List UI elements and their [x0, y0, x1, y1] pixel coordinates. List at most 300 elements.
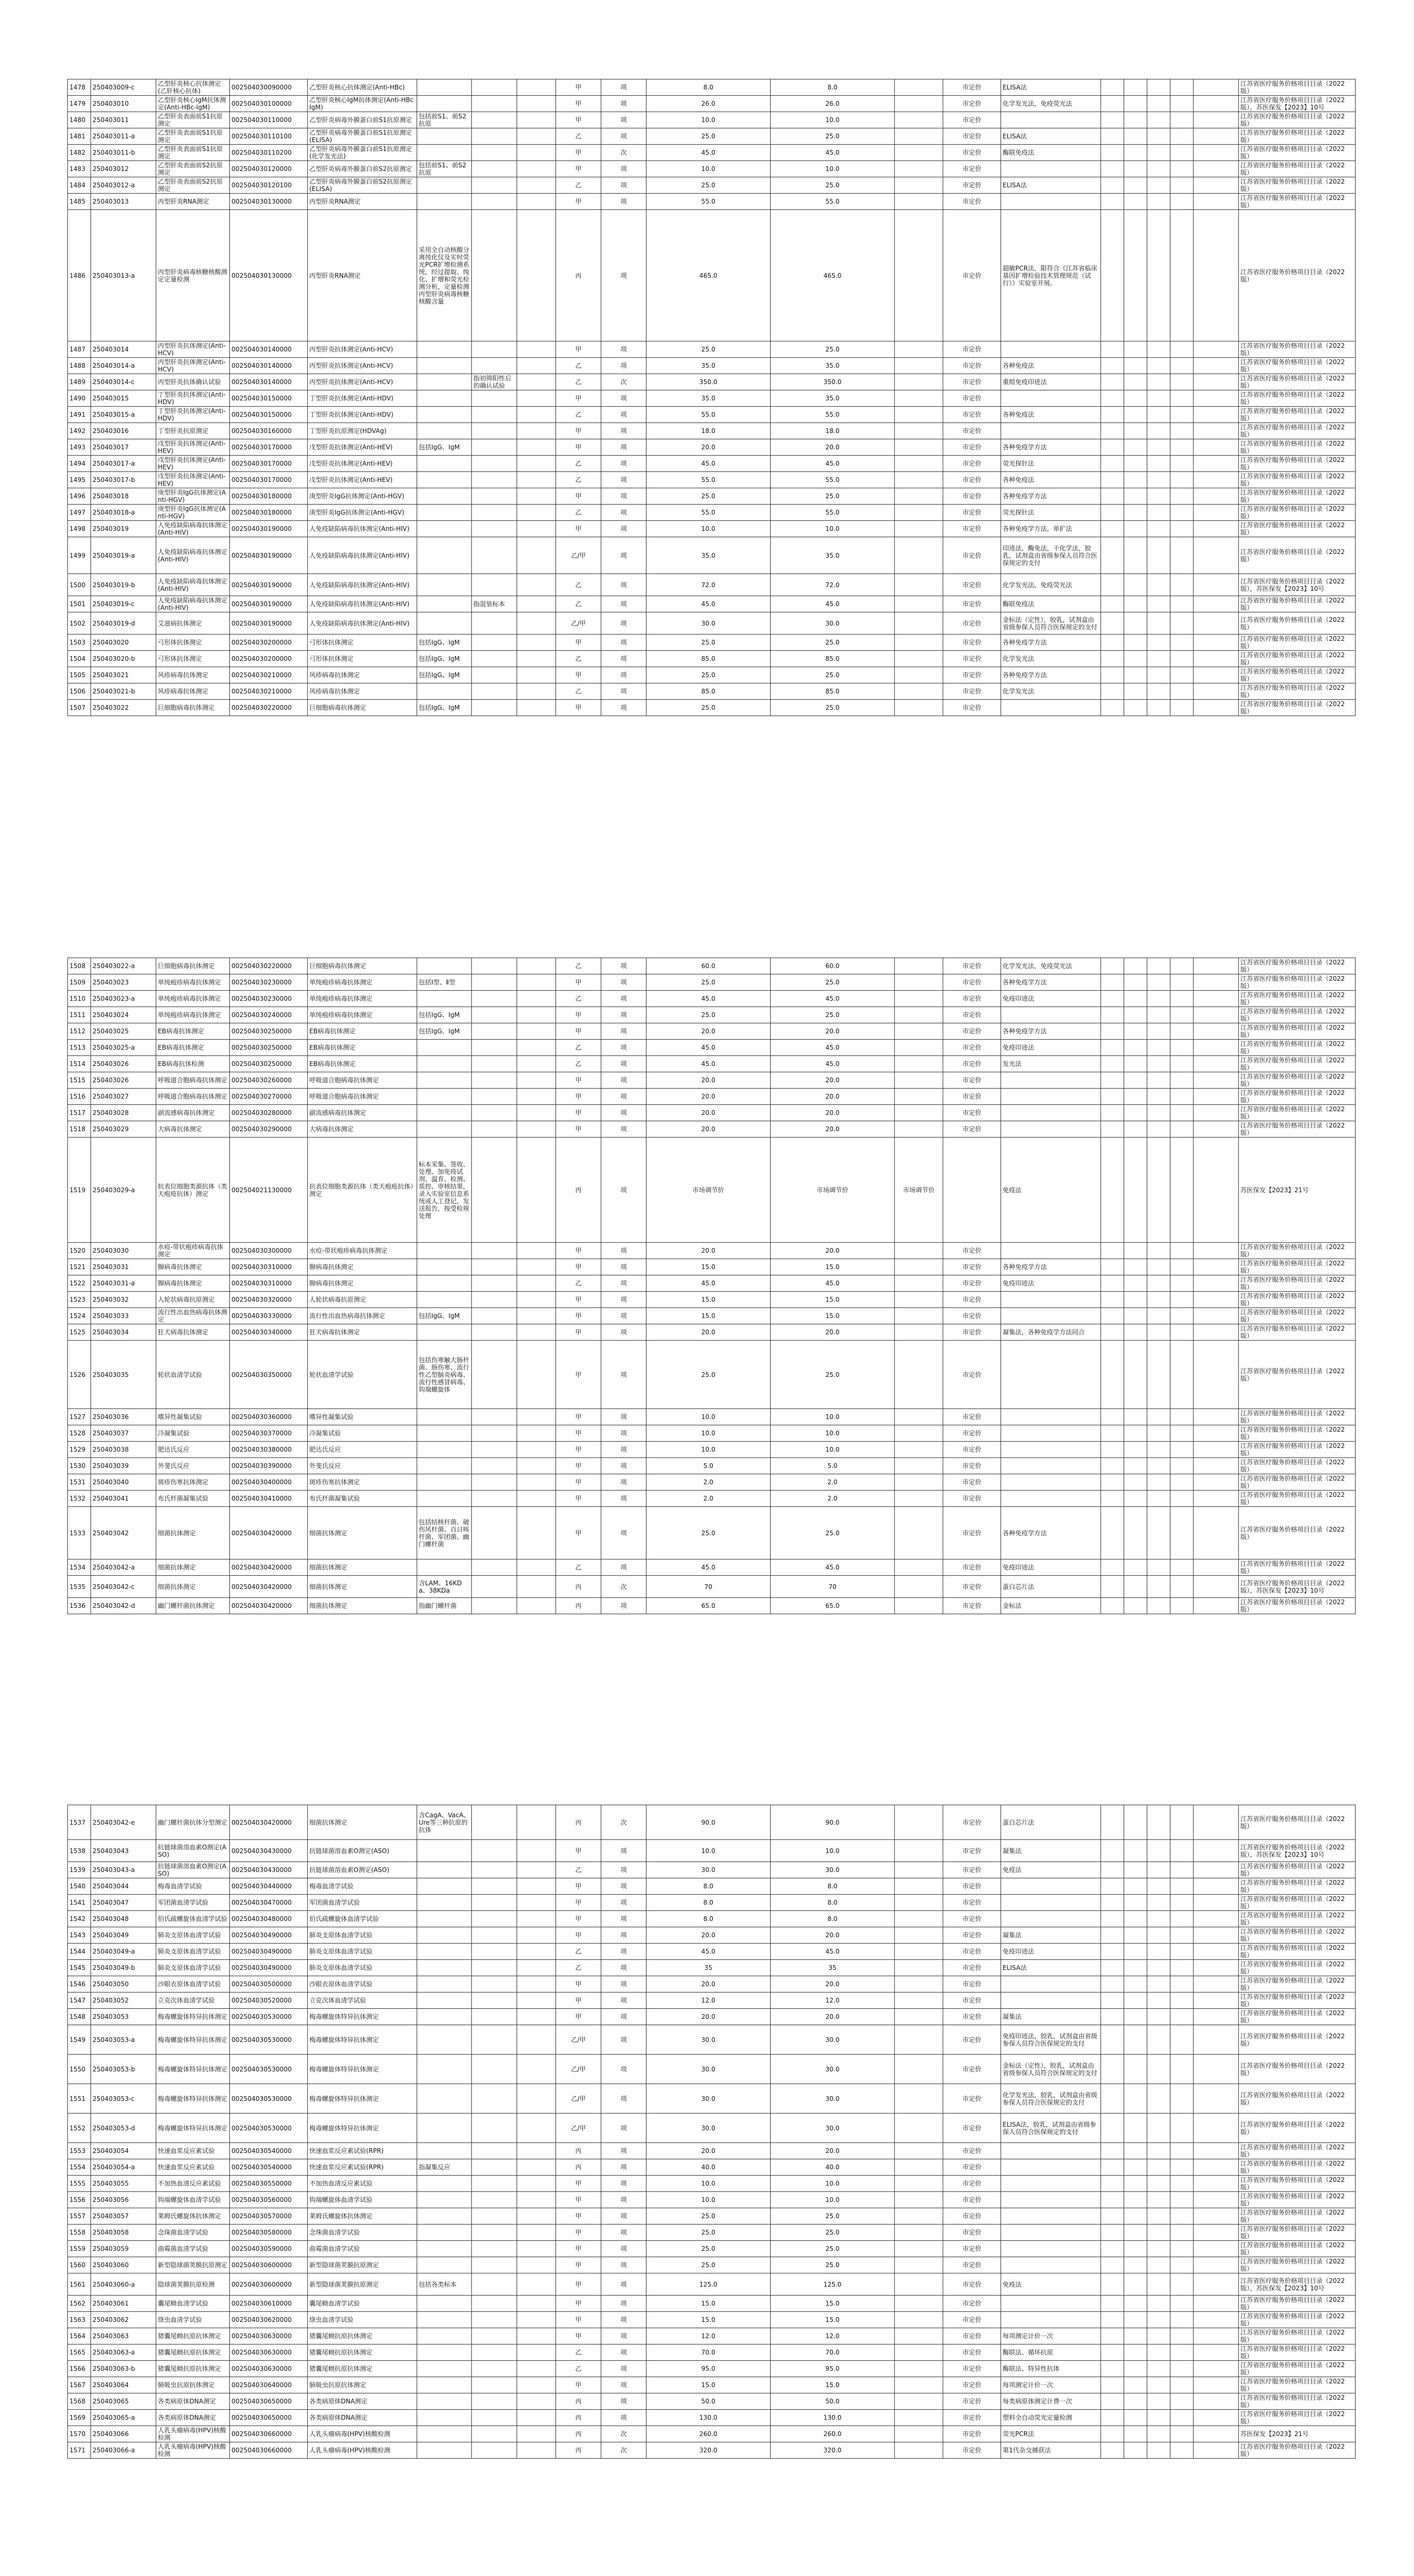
table-row — [68, 1944, 1356, 1960]
row-price-2: 465.0 — [771, 210, 895, 341]
row-extra-2 — [1124, 374, 1147, 390]
row-unit-type: 项 — [601, 2159, 647, 2176]
row-price-1: 35 — [647, 1960, 771, 1976]
row-code: 250403034 — [91, 1324, 156, 1341]
row-price-1: 45.0 — [647, 1559, 771, 1576]
row-extra-3 — [1147, 1559, 1170, 1576]
row-item: 流行性出血热病毒抗体测定 — [308, 1308, 417, 1324]
row-class: 甲 — [556, 1324, 601, 1341]
row-extra-4 — [1170, 407, 1194, 423]
row-price-type: 市定价 — [943, 1324, 1001, 1341]
row-seq: 1547 — [68, 1993, 91, 2009]
row-content — [417, 374, 472, 390]
row-extra-2 — [1124, 1341, 1147, 1409]
row-price-1: 25.0 — [647, 700, 771, 716]
row-exclude — [472, 2442, 517, 2459]
table-row — [68, 1121, 1356, 1138]
row-code: 250403048 — [91, 1911, 156, 1927]
row-class: 甲 — [556, 1840, 601, 1862]
row-exclude — [472, 1911, 517, 1927]
row-extra-2 — [1124, 2410, 1147, 2426]
row-name: 不加热血清反应素试验 — [156, 2176, 230, 2192]
row-extra-3 — [1147, 1458, 1170, 1474]
row-unit-type: 项 — [601, 1243, 647, 1259]
row-exclude — [472, 1927, 517, 1944]
row-extra-4 — [1170, 505, 1194, 521]
row-extra-4 — [1170, 1072, 1194, 1089]
row-price-1: 20.0 — [647, 1976, 771, 1993]
row-unit-type: 项 — [601, 423, 647, 439]
row-unit — [517, 2192, 556, 2208]
row-code2: 002504030250000 — [230, 1023, 308, 1040]
row-extra-5 — [1194, 2114, 1239, 2143]
row-basis: 江苏省医疗服务价格项目目录（2022版） — [1239, 341, 1356, 358]
row-price-2: 72.0 — [771, 574, 895, 596]
row-price-3 — [895, 1805, 943, 1840]
row-unit — [517, 1023, 556, 1040]
row-price-3 — [895, 537, 943, 574]
row-extra-5 — [1194, 1243, 1239, 1259]
row-price-type: 市定价 — [943, 612, 1001, 635]
row-extra-2 — [1124, 177, 1147, 194]
row-note — [1001, 1341, 1101, 1409]
row-seq: 1568 — [68, 2393, 91, 2410]
row-extra-2 — [1124, 407, 1147, 423]
row-class: 乙 — [556, 596, 601, 612]
row-note — [1001, 2208, 1101, 2225]
row-price-type: 市定价 — [943, 488, 1001, 505]
row-note: 荧光PCR法 — [1001, 2426, 1101, 2442]
row-extra-5 — [1194, 2312, 1239, 2328]
row-price-2: 20.0 — [771, 1089, 895, 1105]
row-name: 人免疫缺陷病毒抗体测定(Anti-HIV) — [156, 596, 230, 612]
row-content — [417, 2143, 472, 2159]
row-exclude — [472, 2055, 517, 2084]
row-basis: 江苏省医疗服务价格项目目录（2022版） — [1239, 521, 1356, 537]
row-unit-type: 项 — [601, 2114, 647, 2143]
row-note — [1001, 1895, 1101, 1911]
row-price-2: 20.0 — [771, 1121, 895, 1138]
row-basis: 江苏省医疗服务价格项目目录（2022版），苏医保发【2023】10号 — [1239, 2273, 1356, 2296]
row-exclude — [472, 2361, 517, 2377]
row-code2: 002504030640000 — [230, 2377, 308, 2393]
row-content — [417, 2025, 472, 2055]
row-basis: 江苏省医疗服务价格项目目录（2022版） — [1239, 1425, 1356, 1442]
row-price-1: 15.0 — [647, 1292, 771, 1308]
row-price-type: 市定价 — [943, 537, 1001, 574]
row-class: 甲 — [556, 161, 601, 177]
row-exclude — [472, 1895, 517, 1911]
row-code: 250403030 — [91, 1243, 156, 1259]
row-content — [417, 96, 472, 112]
row-name: 丁型肝炎抗体测定(Anti-HDV) — [156, 407, 230, 423]
row-price-2: 30.0 — [771, 2084, 895, 2114]
row-extra-1 — [1101, 1056, 1124, 1072]
row-exclude — [472, 1576, 517, 1598]
row-content: 包括IgG、IgM — [417, 439, 472, 456]
table-row — [68, 456, 1356, 472]
row-class: 丙 — [556, 2393, 601, 2410]
row-price-3 — [895, 374, 943, 390]
row-basis: 江苏省医疗服务价格项目目录（2022版） — [1239, 635, 1356, 651]
row-class: 甲 — [556, 1023, 601, 1040]
row-extra-5 — [1194, 2176, 1239, 2192]
row-exclude — [472, 2344, 517, 2361]
row-unit-type: 项 — [601, 128, 647, 145]
row-name: 副流感病毒抗体测定 — [156, 1105, 230, 1121]
row-extra-4 — [1170, 1507, 1194, 1559]
row-price-type: 市定价 — [943, 1308, 1001, 1324]
row-extra-1 — [1101, 1805, 1124, 1840]
row-extra-1 — [1101, 537, 1124, 574]
row-code2: 002504030630000 — [230, 2344, 308, 2361]
row-unit — [517, 2393, 556, 2410]
row-price-3 — [895, 2143, 943, 2159]
row-code: 250403028 — [91, 1105, 156, 1121]
row-unit — [517, 145, 556, 161]
row-extra-4 — [1170, 145, 1194, 161]
row-basis: 江苏省医疗服务价格项目目录（2022版） — [1239, 2393, 1356, 2410]
row-price-3 — [895, 1425, 943, 1442]
row-price-type: 市定价 — [943, 974, 1001, 991]
row-extra-4 — [1170, 1878, 1194, 1895]
row-extra-3 — [1147, 128, 1170, 145]
row-content: 包括前S1、前S2抗原 — [417, 112, 472, 128]
row-extra-4 — [1170, 472, 1194, 488]
row-extra-4 — [1170, 521, 1194, 537]
row-price-1: 15.0 — [647, 2296, 771, 2312]
row-name: 人乳头瘤病毒(HPV)核酸检测 — [156, 2442, 230, 2459]
row-unit-type: 项 — [601, 700, 647, 716]
row-item: 猪囊尾蚴抗原抗体测定 — [308, 2361, 417, 2377]
row-price-2: 45.0 — [771, 145, 895, 161]
row-price-type: 市定价 — [943, 1259, 1001, 1275]
row-basis: 江苏省医疗服务价格项目目录（2022版） — [1239, 651, 1356, 667]
row-unit-type: 项 — [601, 1878, 647, 1895]
row-unit — [517, 1308, 556, 1324]
table-page-3 — [67, 1805, 1345, 2459]
row-extra-1 — [1101, 1895, 1124, 1911]
row-code: 250403018 — [91, 488, 156, 505]
row-extra-3 — [1147, 2025, 1170, 2055]
row-price-type: 市定价 — [943, 358, 1001, 374]
row-exclude — [472, 112, 517, 128]
row-exclude — [472, 145, 517, 161]
row-basis: 江苏省医疗服务价格项目目录（2022版） — [1239, 390, 1356, 407]
row-exclude — [472, 700, 517, 716]
row-note: 金标法（定性），胶乳，试剂盒由省级参保人员符合医保规定的支付 — [1001, 2055, 1101, 2084]
row-class: 乙 — [556, 177, 601, 194]
row-extra-1 — [1101, 1007, 1124, 1023]
row-price-1: 465.0 — [647, 210, 771, 341]
row-price-1: 50.0 — [647, 2393, 771, 2410]
row-extra-4 — [1170, 2328, 1194, 2344]
row-extra-5 — [1194, 974, 1239, 991]
row-code2: 002504030400000 — [230, 1474, 308, 1491]
row-price-3 — [895, 1878, 943, 1895]
row-price-type: 市定价 — [943, 2159, 1001, 2176]
row-price-1: 350.0 — [647, 374, 771, 390]
row-code: 250403050 — [91, 1976, 156, 1993]
row-price-1: 65.0 — [647, 1598, 771, 1614]
row-code: 250403019-c — [91, 596, 156, 612]
row-price-1: 25.0 — [647, 1507, 771, 1559]
row-item: 副流感病毒抗体测定 — [308, 1105, 417, 1121]
row-exclude — [472, 1089, 517, 1105]
row-content — [417, 2084, 472, 2114]
row-extra-4 — [1170, 596, 1194, 612]
row-item: 丙型肝炎抗体测定(Anti-HCV) — [308, 341, 417, 358]
table-row — [68, 2114, 1356, 2143]
row-extra-1 — [1101, 145, 1124, 161]
row-code: 250403017-b — [91, 472, 156, 488]
row-unit-type: 项 — [601, 1007, 647, 1023]
row-unit — [517, 407, 556, 423]
row-name: 丙型肝炎抗体测定(Anti-HCV) — [156, 341, 230, 358]
table-row — [68, 596, 1356, 612]
row-seq: 1557 — [68, 2208, 91, 2225]
row-extra-2 — [1124, 1458, 1147, 1474]
row-unit — [517, 1056, 556, 1072]
row-unit-type: 项 — [601, 2296, 647, 2312]
row-seq: 1542 — [68, 1911, 91, 1927]
row-basis: 江苏省医疗服务价格项目目录（2022版） — [1239, 2257, 1356, 2273]
row-item: 肺炎支原体血清学试验 — [308, 1960, 417, 1976]
row-name: EB病毒抗体测定 — [156, 1023, 230, 1040]
row-extra-1 — [1101, 79, 1124, 96]
row-code2: 002504030440000 — [230, 1878, 308, 1895]
row-unit — [517, 1474, 556, 1491]
row-price-1: 20.0 — [647, 1927, 771, 1944]
row-price-3 — [895, 1491, 943, 1507]
row-name: 呼吸道合胞病毒抗体测定 — [156, 1072, 230, 1089]
row-exclude — [472, 537, 517, 574]
row-note: 免疫印迹法 — [1001, 1040, 1101, 1056]
row-seq: 1528 — [68, 1425, 91, 1442]
table-row — [68, 2377, 1356, 2393]
row-price-2: 8.0 — [771, 1878, 895, 1895]
row-extra-3 — [1147, 1072, 1170, 1089]
table-body-1 — [68, 79, 1356, 716]
row-code: 250403029-a — [91, 1138, 156, 1243]
row-unit-type: 项 — [601, 1993, 647, 2009]
row-note — [1001, 700, 1101, 716]
row-note — [1001, 112, 1101, 128]
row-content — [417, 1944, 472, 1960]
row-code: 250403036 — [91, 1409, 156, 1425]
row-extra-3 — [1147, 635, 1170, 651]
row-price-2: 15.0 — [771, 1259, 895, 1275]
row-class: 乙/甲 — [556, 2025, 601, 2055]
row-name: 腺病毒抗体测定 — [156, 1275, 230, 1292]
row-extra-3 — [1147, 2393, 1170, 2410]
row-unit — [517, 1324, 556, 1341]
row-price-2: 45.0 — [771, 1275, 895, 1292]
row-price-type: 市定价 — [943, 1598, 1001, 1614]
row-content — [417, 958, 472, 974]
row-item: 新型隐球菌荚膜抗原测定 — [308, 2257, 417, 2273]
row-item: 单纯疱疹病毒抗体测定 — [308, 991, 417, 1007]
row-price-3 — [895, 390, 943, 407]
table-row — [68, 1089, 1356, 1105]
row-price-3 — [895, 2192, 943, 2208]
row-extra-5 — [1194, 1308, 1239, 1324]
row-price-type: 市定价 — [943, 2009, 1001, 2025]
row-extra-4 — [1170, 651, 1194, 667]
row-unit-type: 项 — [601, 1324, 647, 1341]
row-extra-5 — [1194, 1507, 1239, 1559]
row-basis: 江苏省医疗服务价格项目目录（2022版） — [1239, 374, 1356, 390]
row-price-3 — [895, 407, 943, 423]
row-basis: 江苏省医疗服务价格项目目录（2022版），苏医保发【2023】10号 — [1239, 1576, 1356, 1598]
row-extra-1 — [1101, 974, 1124, 991]
row-extra-5 — [1194, 505, 1239, 521]
row-note: 化学发光法，免疫荧光法 — [1001, 96, 1101, 112]
row-unit — [517, 2442, 556, 2459]
row-code2: 002504030660000 — [230, 2426, 308, 2442]
row-unit-type: 项 — [601, 1507, 647, 1559]
row-seq: 1546 — [68, 1976, 91, 1993]
row-extra-5 — [1194, 1960, 1239, 1976]
row-content — [417, 2377, 472, 2393]
row-extra-4 — [1170, 1993, 1194, 2009]
row-code2: 002504030150000 — [230, 390, 308, 407]
row-content — [417, 1409, 472, 1425]
row-extra-2 — [1124, 2393, 1147, 2410]
row-note — [1001, 1007, 1101, 1023]
row-seq: 1493 — [68, 439, 91, 456]
row-extra-1 — [1101, 374, 1124, 390]
row-unit-type: 项 — [601, 2084, 647, 2114]
row-exclude — [472, 2025, 517, 2055]
row-seq: 1498 — [68, 521, 91, 537]
row-name: 丙型肝炎病毒核糖核酸测定定量检测 — [156, 210, 230, 341]
row-item: 戊型肝炎抗体测定(Anti-HEV) — [308, 439, 417, 456]
row-exclude — [472, 2377, 517, 2393]
row-item: 乙型肝炎病毒外膜蛋白前S2抗原测定 — [308, 161, 417, 177]
row-code: 250403049-a — [91, 1944, 156, 1960]
row-basis: 江苏省医疗服务价格项目目录（2022版） — [1239, 1911, 1356, 1927]
row-class: 甲 — [556, 1442, 601, 1458]
row-extra-1 — [1101, 2377, 1124, 2393]
row-extra-2 — [1124, 439, 1147, 456]
row-price-2: 10.0 — [771, 2176, 895, 2192]
row-name: 乙型肝炎表面前S1抗原测定 — [156, 145, 230, 161]
row-item: 梅毒螺旋体特异抗体测定 — [308, 2009, 417, 2025]
row-seq: 1485 — [68, 194, 91, 210]
row-price-2: 25.0 — [771, 974, 895, 991]
row-class: 甲 — [556, 1072, 601, 1089]
row-unit-type: 项 — [601, 2312, 647, 2328]
row-unit-type: 项 — [601, 1976, 647, 1993]
row-extra-3 — [1147, 2410, 1170, 2426]
row-price-3 — [895, 2296, 943, 2312]
row-content — [417, 2225, 472, 2241]
row-unit-type: 项 — [601, 1072, 647, 1089]
row-extra-1 — [1101, 2225, 1124, 2241]
row-note: ELISA法，胶乳，试剂盒由省级参保人员符合医保规定的支付 — [1001, 2114, 1101, 2143]
row-price-3 — [895, 1976, 943, 1993]
row-name: 乙型肝炎表面前S2抗原测定 — [156, 177, 230, 194]
row-price-2: 95.0 — [771, 2361, 895, 2377]
row-unit-type: 项 — [601, 2361, 647, 2377]
row-seq: 1511 — [68, 1007, 91, 1023]
row-exclude — [472, 2328, 517, 2344]
row-extra-3 — [1147, 1976, 1170, 1993]
row-extra-3 — [1147, 1409, 1170, 1425]
row-content — [417, 341, 472, 358]
row-code2: 002504030550000 — [230, 2176, 308, 2192]
row-extra-4 — [1170, 488, 1194, 505]
row-exclude — [472, 2393, 517, 2410]
row-code: 250403060-a — [91, 2273, 156, 2296]
row-price-3 — [895, 1259, 943, 1275]
row-exclude — [472, 2176, 517, 2192]
row-content — [417, 1292, 472, 1308]
table-row — [68, 112, 1356, 128]
row-note: 凝集法，各种免疫学方法同合 — [1001, 1324, 1101, 1341]
row-extra-1 — [1101, 2084, 1124, 2114]
row-seq: 1548 — [68, 2009, 91, 2025]
row-exclude — [472, 1442, 517, 1458]
row-note — [1001, 2225, 1101, 2241]
row-code2: 002504030470000 — [230, 1895, 308, 1911]
row-seq: 1569 — [68, 2410, 91, 2426]
row-seq: 1519 — [68, 1138, 91, 1243]
table-row — [68, 177, 1356, 194]
row-price-3 — [895, 456, 943, 472]
table-row — [68, 2273, 1356, 2296]
row-unit-type: 项 — [601, 667, 647, 683]
row-extra-1 — [1101, 1944, 1124, 1960]
row-extra-4 — [1170, 112, 1194, 128]
row-exclude — [472, 1056, 517, 1072]
row-price-2: 10.0 — [771, 2192, 895, 2208]
row-seq: 1509 — [68, 974, 91, 991]
row-extra-5 — [1194, 358, 1239, 374]
row-unit — [517, 1425, 556, 1442]
row-price-type: 市定价 — [943, 574, 1001, 596]
row-extra-3 — [1147, 2442, 1170, 2459]
row-price-1: 10.0 — [647, 1442, 771, 1458]
row-price-2: 85.0 — [771, 651, 895, 667]
table-row — [68, 210, 1356, 341]
row-extra-4 — [1170, 635, 1194, 651]
row-note — [1001, 1089, 1101, 1105]
row-extra-2 — [1124, 1056, 1147, 1072]
row-content: 包括IgG、IgM — [417, 1023, 472, 1040]
row-note — [1001, 2296, 1101, 2312]
row-seq: 1543 — [68, 1927, 91, 1944]
row-note: 化学发光法，免疫荧光法 — [1001, 958, 1101, 974]
row-price-1: 45.0 — [647, 991, 771, 1007]
row-code: 250403064 — [91, 2377, 156, 2393]
row-code2: 002504030650000 — [230, 2393, 308, 2410]
row-unit — [517, 1007, 556, 1023]
row-code2: 002504030180000 — [230, 488, 308, 505]
row-code2: 002504030430000 — [230, 1862, 308, 1878]
row-basis: 江苏省医疗服务价格项目目录（2022版） — [1239, 177, 1356, 194]
row-content — [417, 1895, 472, 1911]
row-class: 乙 — [556, 2344, 601, 2361]
row-extra-5 — [1194, 79, 1239, 96]
row-price-2: 45.0 — [771, 1056, 895, 1072]
row-extra-3 — [1147, 1275, 1170, 1292]
row-extra-3 — [1147, 194, 1170, 210]
row-price-1: 90.0 — [647, 1805, 771, 1840]
row-extra-1 — [1101, 1507, 1124, 1559]
row-code: 250403011-a — [91, 128, 156, 145]
